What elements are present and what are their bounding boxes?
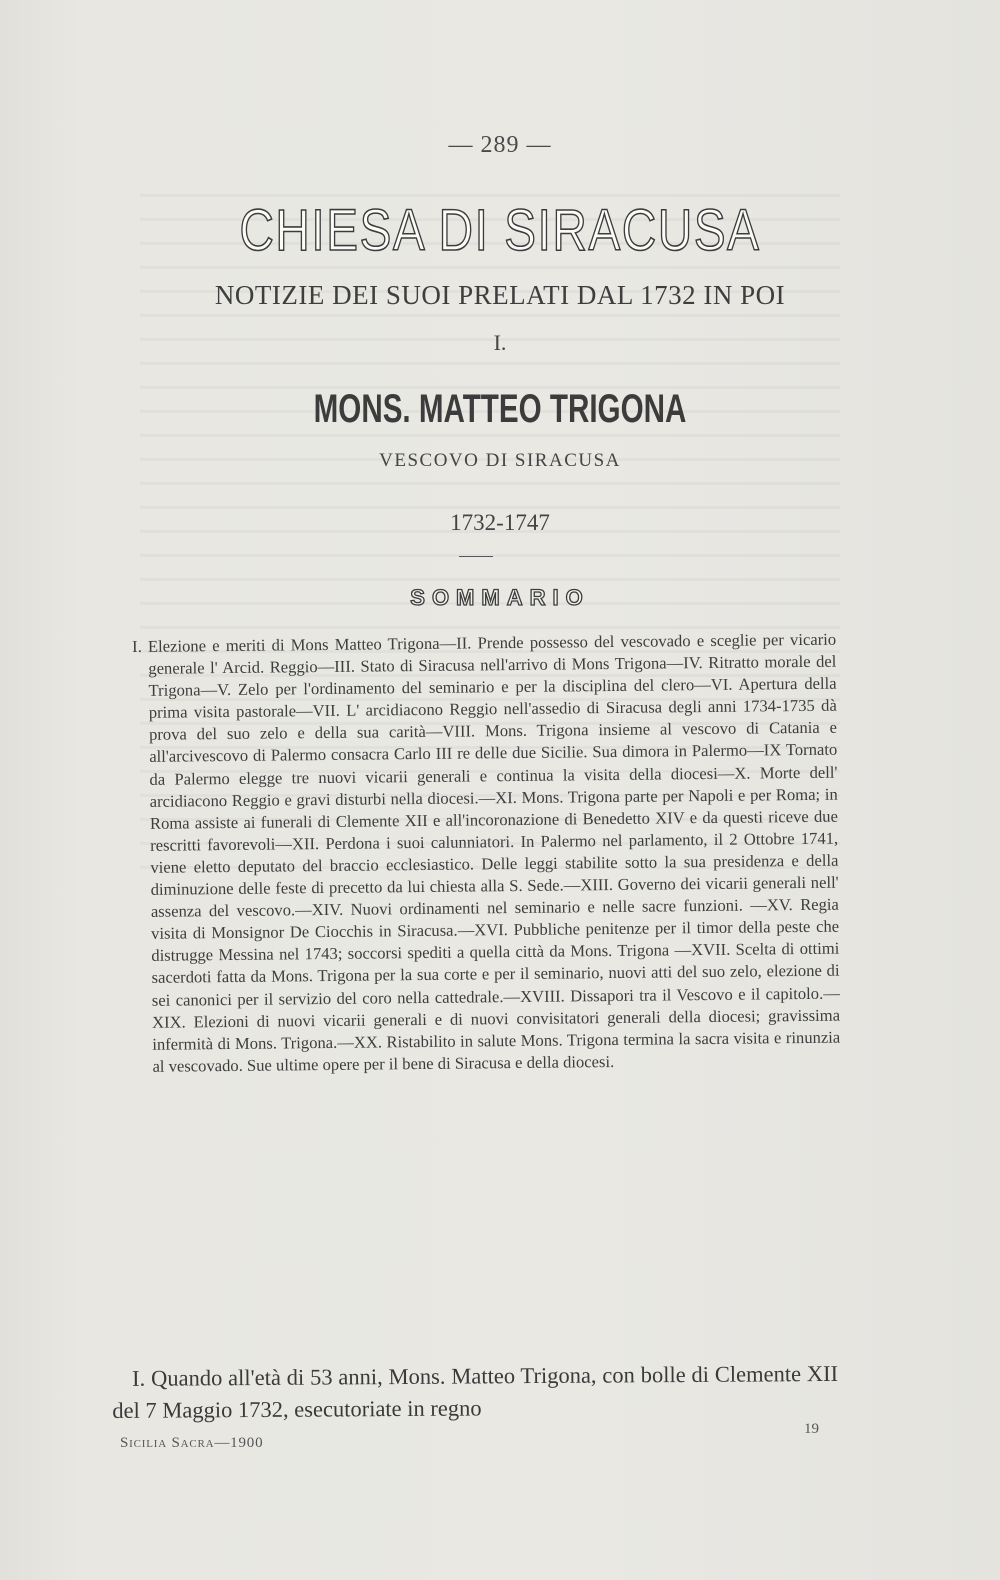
footer-signature: Sicilia Sacra—1900 xyxy=(120,1435,264,1451)
bishop-role: VESCOVO DI SIRACUSA xyxy=(379,450,621,471)
divider-rule xyxy=(459,556,493,557)
bishop-name: MONS. MATTEO TRIGONA xyxy=(313,387,687,431)
footer-sheet-number: 19 xyxy=(804,1421,819,1437)
tenure-years: 1732-1747 xyxy=(450,510,550,535)
page-number: — 289 — xyxy=(448,132,552,158)
subtitle: NOTIZIE DEI SUOI PRELATI DAL 1732 IN POI xyxy=(214,280,786,310)
section-numeral: I. xyxy=(493,330,507,355)
summary-heading: SOMMARIO xyxy=(410,585,590,610)
body-paragraph: I. Quando all'età di 53 anni, Mons. Matteo Trigona, con bolle di Clemente XII del 7 Maggio 1732, esecutoriate in regno xyxy=(112,1360,839,1423)
summary-paragraph: I. Elezione e meriti di Mons Matteo Trigona—II. Prende possesso del vescovado e sceglie per vicario generale l' Arcid. Reggio—III. Stato di Siracusa nell'arrivo di Mons Trigona—IV. Ritratto morale del Trigona—V. Zelo per l'ordinamento del seminario e per la disciplina del clero—VI. Apertura della prima visita pastorale—VII. L' arcidiacono Reggio nell'assedio di Siracusa degli anni 1734-1735 dà prova del suo zelo e della sua carità—VIII. Mons. Trigona insieme al vescovo di Catania e all'arcivescovo di Palermo consacra Carlo III re delle due Sicilie. Sua dimora in Palermo—IX Tornato da Palermo elegge tre nuovi vicarii generali e continua la visita della diocesi—X. Morte dell' arcidiacono Reggio e gravi disturbi nella diocesi.—XI. Mons. Trigona parte per Napoli e per Roma; in Roma assiste ai funerali di Clemente XII e all'incoronazione di Benedetto XIV e da questi riceve due rescritti favorevoli—XII. Perdona i suoi calunniatori. In Palermo nel parlamento, il 2 Ottobre 1741, viene eletto deputato del braccio ecclesiastico. Delle leggi stabilite sotto la sua presidenza e della diminuzione delle feste di precetto da lui chiesta alla S. Sede.—XIII. Governo dei vicarii generali nell' assenza del vescovo.—XIV. Nuovi ordinamenti nel seminario e nelle sacre funzioni. —XV. Regia visita di Monsignor De Ciocchis in Siracusa.—XVI. Pubbliche penitenze per il timor della peste che distrugge Messina nel 1743; soccorsi spediti a quella città da Mons. Trigona —XVII. Scelta di ottimi sacerdoti fatta da Mons. Trigona per la sua corte e per il seminario, nuovi atti del suo zelo, elezione di sei canonici per il servizio del coro nella cattedrale.—XVIII. Dissapori tra il Vescovo e il capitolo.—XIX. Elezioni di nuovi vicarii generali e di nuovi convisitatori generali della diocesi; gravissima infermità di Mons. Trigona.—XX. Ristabilito in salute Mons. Trigona termina la sacra visita e rinunzia al vescovado. Sue ultime opere per il bene di Siracusa e della diocesi. xyxy=(132,629,841,1076)
church-title: CHIESA DI SIRACUSA xyxy=(239,198,761,263)
